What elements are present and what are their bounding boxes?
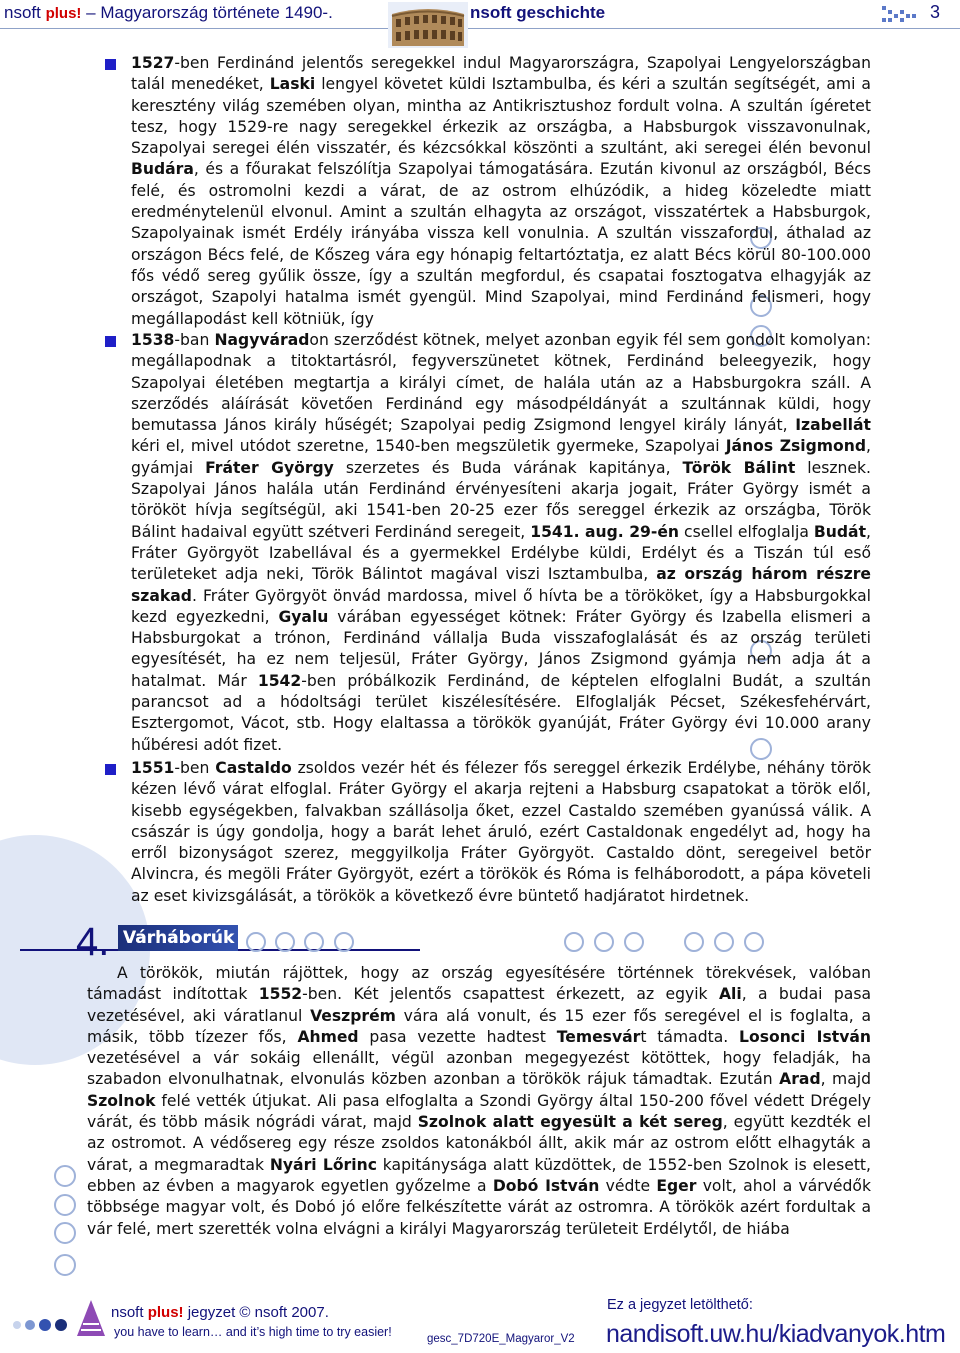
header-rule xyxy=(0,28,388,29)
bullet-square-icon xyxy=(105,764,116,775)
header-subject: – Magyarország története 1490-. xyxy=(86,3,333,22)
footer-brand xyxy=(111,1304,329,1321)
footer-brand-name: nsoft xyxy=(111,1304,144,1321)
header-plus: plus! xyxy=(45,5,82,22)
footer-copyright: jegyzet © nsoft 2007. xyxy=(187,1304,329,1321)
decorative-circles xyxy=(246,931,766,957)
header-rule xyxy=(468,28,960,29)
decorative-circle xyxy=(54,1165,76,1187)
item-1551: 1551-ben Castaldo zsoldos vezér hét és félezer fős sereggel érkezik Erdélybe, néhány török kézen lévő várat elfoglal. Fráter György el akarja rejteni a Habsburg csapatokat a török elől, kisebb egységekben, falvakban szállásolja őket, ezzel Castaldo szemében gyanússá válik. A császár is úgy gondolja, hogy a barát lehet áruló, ezért Castaldonak engedélyt ad, hogy ha erről bizonyságot szerez, meggyilkolja Fráter Györgyöt. Castaldo dönt, seregeivel betör Alvincra, és megöli Fráter Györgyöt, ezért a törökök és Róma is felháborodott, a pápa követeli az eset kivizsgálását, a törökök a következő évre büntető hadjáratot hirdetnek. xyxy=(131,759,871,905)
section-title: Várháborúk xyxy=(123,928,235,948)
colosseum-image xyxy=(388,2,468,48)
decorative-circle xyxy=(54,1194,76,1216)
bullet-square-icon xyxy=(105,336,116,347)
header-brand: nsoft xyxy=(4,3,41,22)
footer-download-link[interactable]: nandisoft.uw.hu/kiadvanyok.htm xyxy=(606,1320,946,1348)
header-title-left xyxy=(4,3,333,23)
item-1538: 1538-ban Nagyváradon szerződést kötnek, melyet azonban egyik fél sem gondolt komolyan: megállapodnak a titoktartásról, fegyverszünetet kötnek, Ferdinánd beleegyezik, hogy Szapolyai életében megtartja a királyi címet, de halála után az a Habsburgokra száll. A szerződés aláírását követően Ferdinánd egy másodpéldányát a szultánnak küldi, hogy bemutassa János király hűségét; Szapolyai pedig Zsigmond lengyel király lányát, Izabellát kéri el, mivel utódot szeretne, 1540-ben megszületik gyermeke, Szapolyai János Zsigmond, gyámjai Fráter György szerzetes és Buda várának kapitánya, Török Bálint lesznek. Szapolyai János halála után Ferdinánd érvényesíteni akarja jogait, Fráter György ismét a törököt hívja segítségül, aki 1541-ben 20-25 ezer fős sereggel érkezik az országba, Török Bálint hadaival együtt szétveri Ferdinánd seregeit, 1541. aug. 29-én csellel elfoglalja Budát, Fráter Györgyöt Izabellával és a gyermekkel Erdélybe küldi, Erdélyt és a Tiszán túl eső területeket adja neki, Török Bálintot magával viszi Isztambulba, az ország három részre szakad. Fráter Györgyöt önvád mardossa, mivel ő hívta be a törököket, így a Habsburgokkal kezd egyezkedni, Gyalu várában egyességet kötnek: Fráter György és Izabella elismeri a Habsburgokat a trónon, Ferdinánd vállalja Buda visszafoglalását és az ország területi egyesítését, ha ez nem teljesül, Fráter György, János Zsigmond gyámja nem adja át a hatalmat. Már 1542-ben próbálkozik Ferdinánd, de képtelen elfoglalni Budát, a szultán parancsot ad a hódoltsági terület kiszélesítésére. Elfoglalják Pécset, Székesfehérvárt, Esztergomot, Vácot, stb. Hogy elaltassa a törökök gyanúját, Fráter György évi 10.000 arany hűbéresi adót fizet. xyxy=(131,331,872,754)
footer-tagline: you have to learn… and it’s high time to try easier! xyxy=(114,1325,392,1339)
header-title-right: nsoft geschichte xyxy=(470,3,606,22)
page-header xyxy=(0,0,960,28)
footer-doc-code: gesc_7D720E_Magyaror_V2 xyxy=(427,1333,575,1345)
footer-download-label: Ez a jegyzet letölthető: xyxy=(607,1297,753,1313)
section-number: 4. xyxy=(76,920,110,964)
section-paragraph: A törökök, miután rájöttek, hogy az ország egyesítésére történnek törekvések, valóban támadást indítottak 1552-ben. Két jelentős csapattest érkezett, az egyik Ali, a budai pasa vezetésével, aki váratlanul Veszprém vára alá vonult, és 15 ezer fős seregével el is foglalta, a másik, több tízezer fős, Ahmed pasa vezette hadtest Temesvárt támadta. Losonci István vezetésével a vár sokáig ellenállt, végül azonban megegyezést kötöttek, hogy feladják, ha szabadon elvonulhatnak, elvonulás közben azonban a törökök rájuk támadtak. Ezután Arad, majd Szolnok felé vették útjukat. Ali pasa elfoglalta a Szondi György által 150-200 fővel védett Drégely várát, és több másik nógrádi várat, majd Szolnok alatt egyesült a két sereg, együtt kezdték el az ostromot. A védősereg egy része zsoldos katonákból állt, akik már az ostrom előtt elhagyták a várat, a megmaradtak Nyári Lőrinc kapitánysága alatt küzdöttek, de 1552-ben Szolnok is elesett, ebben az évben a magyarok egyetlen győzelme a Dobó István védte Eger volt, ahol a várvédők többsége magyar volt, és Dobó jó előre felkészítette várát az ostromra. A törökök azért fordultak a vár felé, mert szerették volna elvágni a királyi Magyarország területeit Erdélytől, de hiába xyxy=(87,964,872,1238)
footer-plus: plus! xyxy=(147,1304,184,1321)
nsoft-logo xyxy=(73,1298,109,1338)
page-number: 3 xyxy=(930,2,941,22)
bullet-square-icon xyxy=(105,59,116,70)
decorative-circle xyxy=(54,1222,76,1244)
arrow-dots-icon xyxy=(880,4,920,26)
decorative-circle xyxy=(54,1254,76,1276)
footer-dots-icon xyxy=(12,1318,72,1332)
item-1527: 1527-ben Ferdinánd jelentős seregekkel indul Magyarországra, Szapolyai Lengyelországban talál menedéket, Laski lengyel követet küldi Isztambulba, és kéri a szultán segítségét, ami a keresztény világ szemében olyan, mintha az Antikrisztushoz fordult volna. A szultán ígéretet tesz, hogy 1529-re nagy seregekkel érkezik az országba, a Habsburgok visszavonulnak, Szapolyai seregei élén visszatér, és kézcsókkal köszönti a szultánt, aki seregei élén bevonul Budára, és a főurakat felszólítja Szapolyai támogatására. Ezután kivonul az országból, Bécs felé, és ostromolni kezdi a várat, de az ostrom elhúzódik, a hideg közeledte miatt eredménytelenül elvonul. Amint a szultán elhagyta az országot, visszatértek a Habsburgok, Szapolyainak ismét Erdély irányába vissza kell vonulnia. A szultán visszafordul, áthalad az országon Bécs felé, de Kőszeg vára egy hónapig feltartóztatja, ez alatt Bécs körül 80-100.000 fős védő sereg gyűlik össze, így a szultán megfordul, és csapatai fosztogatva elhagyják az országot, Szapolyi hatalma ismét gyengül. Mind Szapolyai, mind Ferdinánd felismeri, hogy megállapodást kell kötniük, így xyxy=(131,54,871,328)
